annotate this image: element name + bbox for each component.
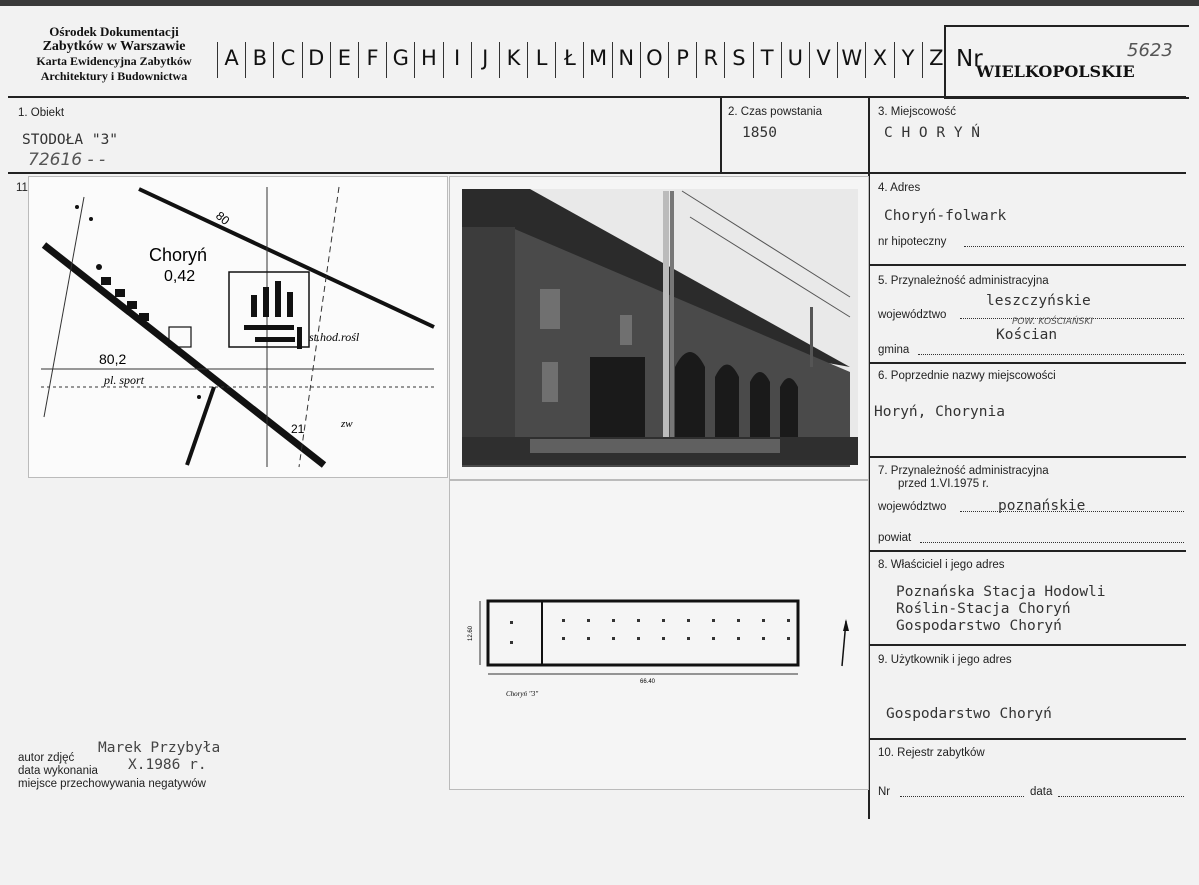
divider-6-7 [870, 456, 1186, 458]
rejestr-data-dots [1058, 796, 1184, 797]
poprzednie-value: Horyń, Chorynia [874, 404, 1005, 420]
map-num21-label: 21 [291, 422, 305, 436]
poprzednie-label: 6. Poprzednie nazwy miejscowości [878, 370, 1056, 382]
divider-7-8 [870, 550, 1186, 552]
rejestr-nr-dots [900, 796, 1024, 797]
institution-block [14, 24, 214, 84]
alphabet-letter: C [273, 42, 301, 78]
wlasciciel-line-1: Poznańska Stacja Hodowli [896, 584, 1106, 600]
map-hod-label: st.hod.rośl [309, 330, 360, 344]
alphabet-letter: Z [922, 42, 950, 78]
barn-photo [450, 177, 868, 479]
top-edge [0, 0, 1199, 6]
nr-label: Nr [956, 46, 983, 72]
divider-9-10 [870, 738, 1186, 740]
alphabet-letter: I [443, 42, 471, 78]
map-image [29, 177, 447, 477]
adres-label: 4. Adres [878, 182, 921, 194]
floorplan-caption: Choryń "3" [506, 690, 539, 698]
map-area-label: 0,42 [164, 268, 196, 285]
obiekt-value: STODOŁA "3" [22, 132, 119, 148]
admin-old-label: 7. Przynależność administracyjna [878, 465, 1049, 477]
admin-old-powiat-label: powiat [878, 532, 912, 544]
alphabet-letter: F [358, 42, 386, 78]
uzytkownik-label: 9. Użytkownik i jego adres [878, 654, 1012, 666]
plan-label: 11 [16, 182, 28, 194]
alphabet-letter: B [245, 42, 273, 78]
header-divider [8, 96, 1186, 98]
alphabet-letter: H [414, 42, 442, 78]
divider-8-9 [870, 644, 1186, 646]
rejestr-data-label: data [1030, 786, 1053, 798]
obiekt-handwritten: 72616 - - [28, 150, 106, 170]
wlasciciel-label: 8. Właściciel i jego adres [878, 559, 1005, 571]
alphabet-index [217, 42, 950, 78]
hipoteczny-dots [964, 246, 1184, 247]
alphabet-letter: T [753, 42, 781, 78]
row1-divider [8, 172, 1186, 174]
divider-4-5 [870, 264, 1186, 266]
institution-line-2: Zabytków w Warszawie [42, 39, 186, 54]
admin-woj-value: leszczyńskie [986, 293, 1091, 309]
alphabet-letter: N [612, 42, 640, 78]
wlasciciel-line-2: Roślin-Stacja Choryń [896, 601, 1071, 617]
alphabet-letter: L [527, 42, 555, 78]
nr-value: WIELKOPOLSKIE [976, 62, 1135, 81]
alphabet-letter: P [668, 42, 696, 78]
map-elev2-label: 80,2 [99, 351, 127, 367]
alphabet-letter: K [499, 42, 527, 78]
divider-5-6 [870, 362, 1186, 364]
adres-value: Choryń-folwark [884, 208, 1007, 224]
admin-old-woj-value: poznańskie [998, 498, 1086, 514]
alphabet-letter: W [837, 42, 865, 78]
floorplan-dim-width: 66.40 [640, 679, 656, 685]
map-frame [28, 176, 448, 478]
alphabet-letter: M [583, 42, 611, 78]
floorplan-frame [449, 480, 869, 790]
divider-1-2 [720, 97, 722, 173]
map-elev1-label: 80 [213, 208, 233, 228]
rejestr-nr-label: Nr [878, 786, 891, 798]
miejscowosc-label: 3. Miejscowość [878, 106, 956, 118]
hipoteczny-label: nr hipoteczny [878, 236, 947, 248]
miejscowosc-value: C H O R Y Ń [884, 125, 981, 141]
institution-line-1: Ośrodek Dokumentacji [49, 24, 179, 39]
rejestr-label: 10. Rejestr zabytków [878, 747, 985, 759]
alphabet-letter: Ł [555, 42, 583, 78]
alphabet-letter: Y [894, 42, 922, 78]
alphabet-letter: V [809, 42, 837, 78]
alphabet-letter: R [696, 42, 724, 78]
floorplan-dim-height: 12.60 [468, 625, 474, 641]
nr-handwritten: 5623 [1127, 40, 1173, 61]
alphabet-letter: D [302, 42, 330, 78]
admin-gmina-label: gmina [878, 344, 910, 356]
admin-old-date: przed 1.VI.1975 r. [898, 478, 989, 490]
data-wykonania-value: X.1986 r. [128, 757, 207, 773]
alphabet-letter: O [640, 42, 668, 78]
map-sport-label: pl. sport [104, 373, 145, 387]
czas-label: 2. Czas powstania [728, 106, 822, 118]
admin-old-powiat-dots [920, 542, 1184, 543]
wlasciciel-line-3: Gospodarstwo Choryń [896, 618, 1062, 634]
uzytkownik-value: Gospodarstwo Choryń [886, 706, 1052, 722]
autor-label: autor zdjęć [18, 752, 75, 764]
map-place-label: Choryń [149, 245, 208, 265]
obiekt-label: 1. Obiekt [18, 107, 65, 119]
alphabet-letter: S [724, 42, 752, 78]
institution-line-3: Karta Ewidencyjna Zabytków [36, 54, 192, 68]
admin-gmina-value: Kościan [996, 327, 1058, 343]
czas-value: 1850 [742, 125, 777, 141]
alphabet-letter: E [330, 42, 358, 78]
autor-value: Marek Przybyła [98, 740, 221, 756]
alphabet-letter: A [217, 42, 245, 78]
admin-label: 5. Przynależność administracyjna [878, 275, 1049, 287]
alphabet-letter: X [865, 42, 893, 78]
floorplan-drawing [450, 481, 868, 789]
data-wykonania-label: data wykonania [18, 765, 98, 777]
alphabet-letter: U [781, 42, 809, 78]
admin-gmina-dots [918, 354, 1184, 355]
map-zw-label: zw [341, 418, 353, 430]
alphabet-letter: J [471, 42, 499, 78]
admin-old-woj-label: województwo [878, 501, 947, 513]
miejsce-label: miejsce przechowywania negatywów [18, 778, 206, 790]
alphabet-letter: G [386, 42, 414, 78]
institution-line-4: Architektury i Budownictwa [40, 69, 188, 83]
photo-frame [449, 176, 869, 480]
admin-woj-label: województwo [878, 309, 947, 321]
admin-pow-handwritten: POW. KOŚCIAŃSKI [1012, 317, 1093, 327]
